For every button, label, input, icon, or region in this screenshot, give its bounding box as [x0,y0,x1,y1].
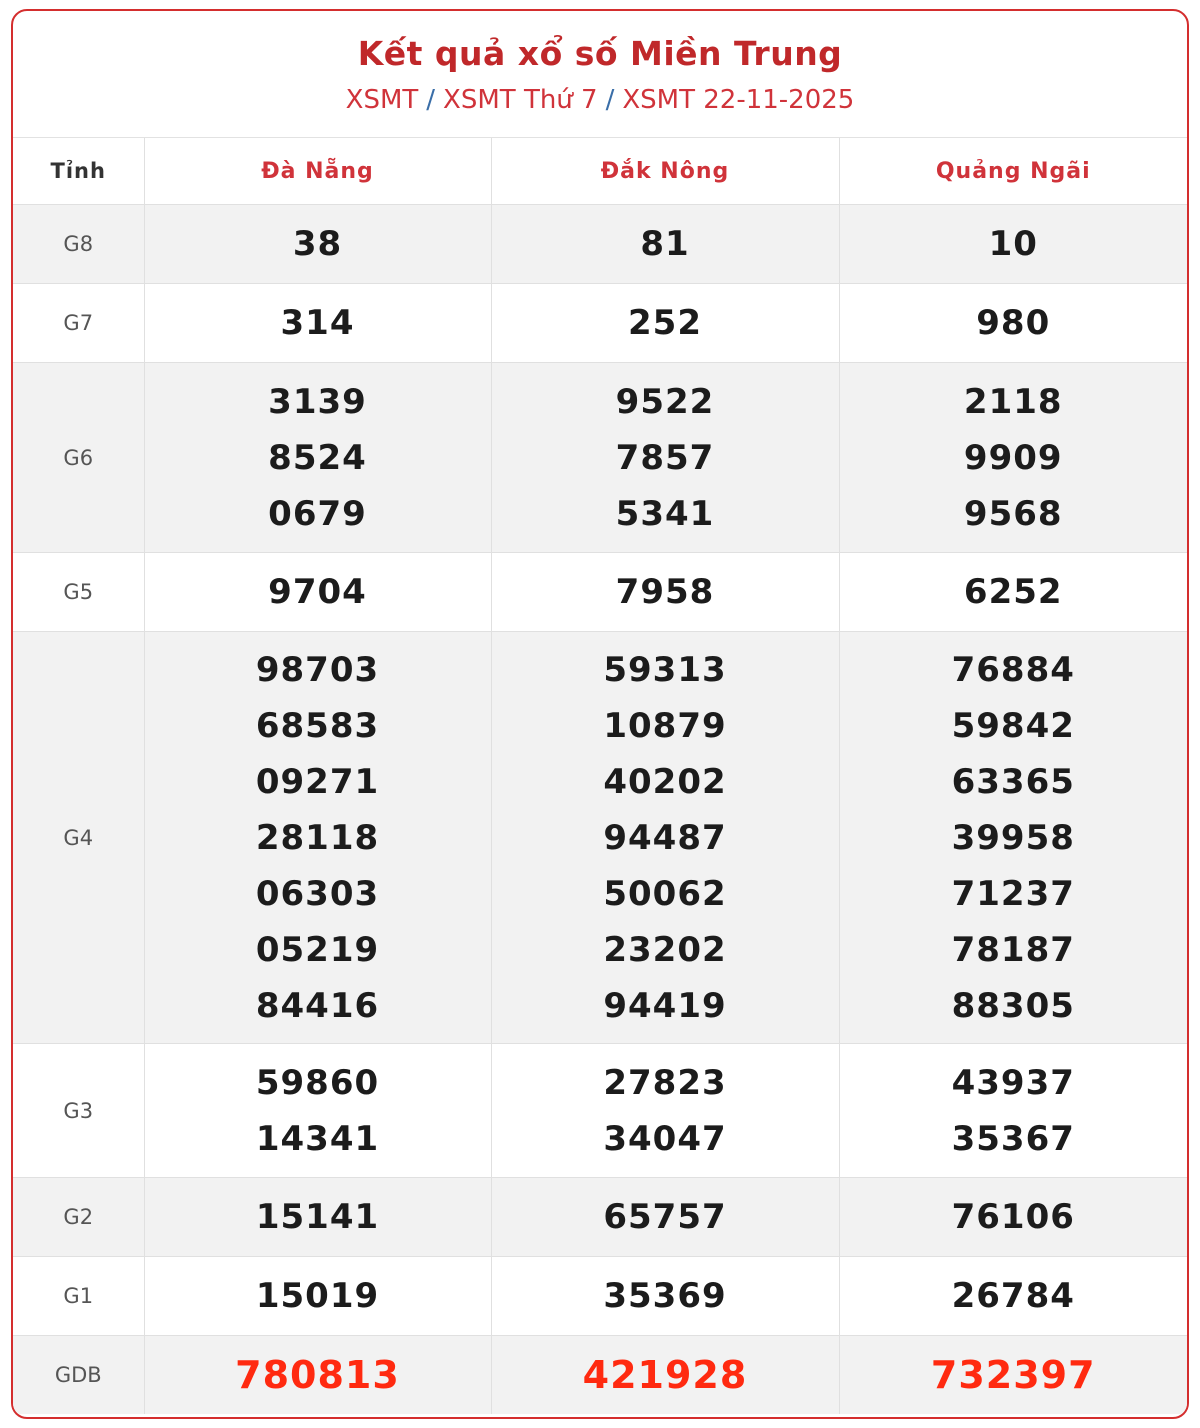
breadcrumb-separator: / [426,85,436,115]
prize-cell [491,1336,839,1415]
prize-row-gdb [13,1336,1187,1415]
prize-number: 28118 [255,817,380,858]
prize-cell [839,1257,1187,1336]
prize-number: 84416 [255,985,380,1026]
prize-cell [144,1336,491,1415]
breadcrumb-link-xsmt[interactable]: XSMT [345,85,419,115]
prize-number: 8524 [268,437,367,478]
prize-label: G2 [13,1178,144,1257]
prize-number: 68583 [255,705,380,746]
prize-cell [839,284,1187,363]
prize-cell [491,1044,839,1178]
prize-number: 10879 [603,705,727,746]
prize-number: 71237 [951,873,1075,914]
prize-label: G7 [13,284,144,363]
prize-number: 35369 [603,1276,727,1316]
results-header [13,11,1187,138]
prize-cell [144,1257,491,1336]
prize-number: 38 [292,224,343,264]
column-header-dak-nong[interactable]: Đắk Nông [491,138,839,205]
prize-label: G6 [13,363,144,553]
prize-number: 9522 [615,381,715,422]
prize-label: G4 [13,632,144,1044]
prize-number: 94419 [603,985,727,1026]
prize-cell [144,553,491,632]
prize-cell [839,1336,1187,1415]
prize-number: 7958 [615,572,715,612]
prize-number: 7857 [615,437,715,478]
prize-cell [491,363,839,553]
prize-row-g3 [13,1044,1187,1178]
prize-cell [491,553,839,632]
breadcrumb-separator: / [605,85,615,115]
prize-number: 314 [280,303,355,343]
prize-number: 0679 [268,493,367,534]
column-header-province-label: Tỉnh [13,138,144,205]
prize-cell [144,1178,491,1257]
prize-number: 39958 [951,817,1075,858]
prize-row-g6 [13,363,1187,553]
prize-row-g7 [13,284,1187,363]
prize-number: 34047 [603,1118,727,1159]
prize-cell [144,632,491,1044]
results-table [13,138,1187,1414]
breadcrumb-link-date[interactable]: XSMT 22-11-2025 [622,85,855,115]
prize-row-g4 [13,632,1187,1044]
prize-number: 59313 [603,649,727,690]
prize-number: 35367 [951,1118,1075,1159]
prize-number: 10 [988,224,1038,264]
prize-label: G1 [13,1257,144,1336]
prize-row-g2 [13,1178,1187,1257]
prize-cell [839,1178,1187,1257]
prize-cell [839,1044,1187,1178]
prize-cell [839,632,1187,1044]
prize-label: GDB [13,1336,144,1415]
prize-number: 2118 [963,381,1063,422]
prize-number: 3139 [268,381,367,422]
prize-number: 05219 [255,929,380,970]
prize-row-g8 [13,205,1187,284]
special-prize-number: 732397 [930,1353,1096,1397]
prize-number: 59842 [951,705,1075,746]
prize-cell [839,553,1187,632]
column-header-da-nang[interactable]: Đà Nẵng [144,138,491,205]
prize-number: 26784 [951,1276,1075,1316]
prize-number: 76106 [951,1197,1075,1237]
prize-row-g5 [13,553,1187,632]
prize-cell [491,205,839,284]
results-card [11,9,1189,1419]
prize-number: 50062 [603,873,727,914]
prize-number: 09271 [255,761,380,802]
special-prize-number: 421928 [582,1353,748,1397]
prize-label: G5 [13,553,144,632]
prize-number: 06303 [255,873,380,914]
prize-cell [144,363,491,553]
breadcrumb-link-xsmt-thu7[interactable]: XSMT Thứ 7 [443,85,598,115]
prize-number: 63365 [951,761,1075,802]
table-header-row [13,138,1187,205]
prize-number: 980 [976,303,1051,343]
results-body [13,205,1187,1415]
breadcrumb [13,85,1187,115]
prize-number: 9568 [963,493,1063,534]
prize-cell [491,1178,839,1257]
prize-number: 43937 [951,1062,1075,1103]
prize-cell [491,632,839,1044]
prize-number: 9909 [963,437,1063,478]
prize-number: 6252 [963,572,1063,612]
prize-cell [491,1257,839,1336]
column-header-quang-ngai[interactable]: Quảng Ngãi [839,138,1187,205]
prize-cell [839,205,1187,284]
prize-cell [144,284,491,363]
prize-cell [144,205,491,284]
prize-label: G3 [13,1044,144,1178]
prize-number: 252 [628,303,702,343]
prize-cell [839,363,1187,553]
prize-number: 98703 [255,649,380,690]
prize-number: 14341 [255,1118,380,1159]
prize-number: 27823 [603,1062,727,1103]
prize-number: 40202 [603,761,727,802]
prize-number: 5341 [615,493,715,534]
prize-number: 88305 [951,985,1075,1026]
prize-number: 78187 [951,929,1075,970]
prize-number: 23202 [603,929,727,970]
prize-row-g1 [13,1257,1187,1336]
prize-number: 15141 [255,1197,380,1237]
page-title: Kết quả xổ số Miền Trung [357,34,843,73]
prize-label: G8 [13,205,144,284]
prize-number: 81 [640,224,690,264]
special-prize-number: 780813 [235,1353,400,1397]
prize-number: 94487 [603,817,727,858]
prize-number: 15019 [255,1276,380,1316]
prize-cell [491,284,839,363]
prize-number: 65757 [603,1197,727,1237]
prize-number: 76884 [951,649,1075,690]
prize-cell [144,1044,491,1178]
prize-number: 9704 [268,572,367,612]
prize-number: 59860 [255,1062,380,1103]
